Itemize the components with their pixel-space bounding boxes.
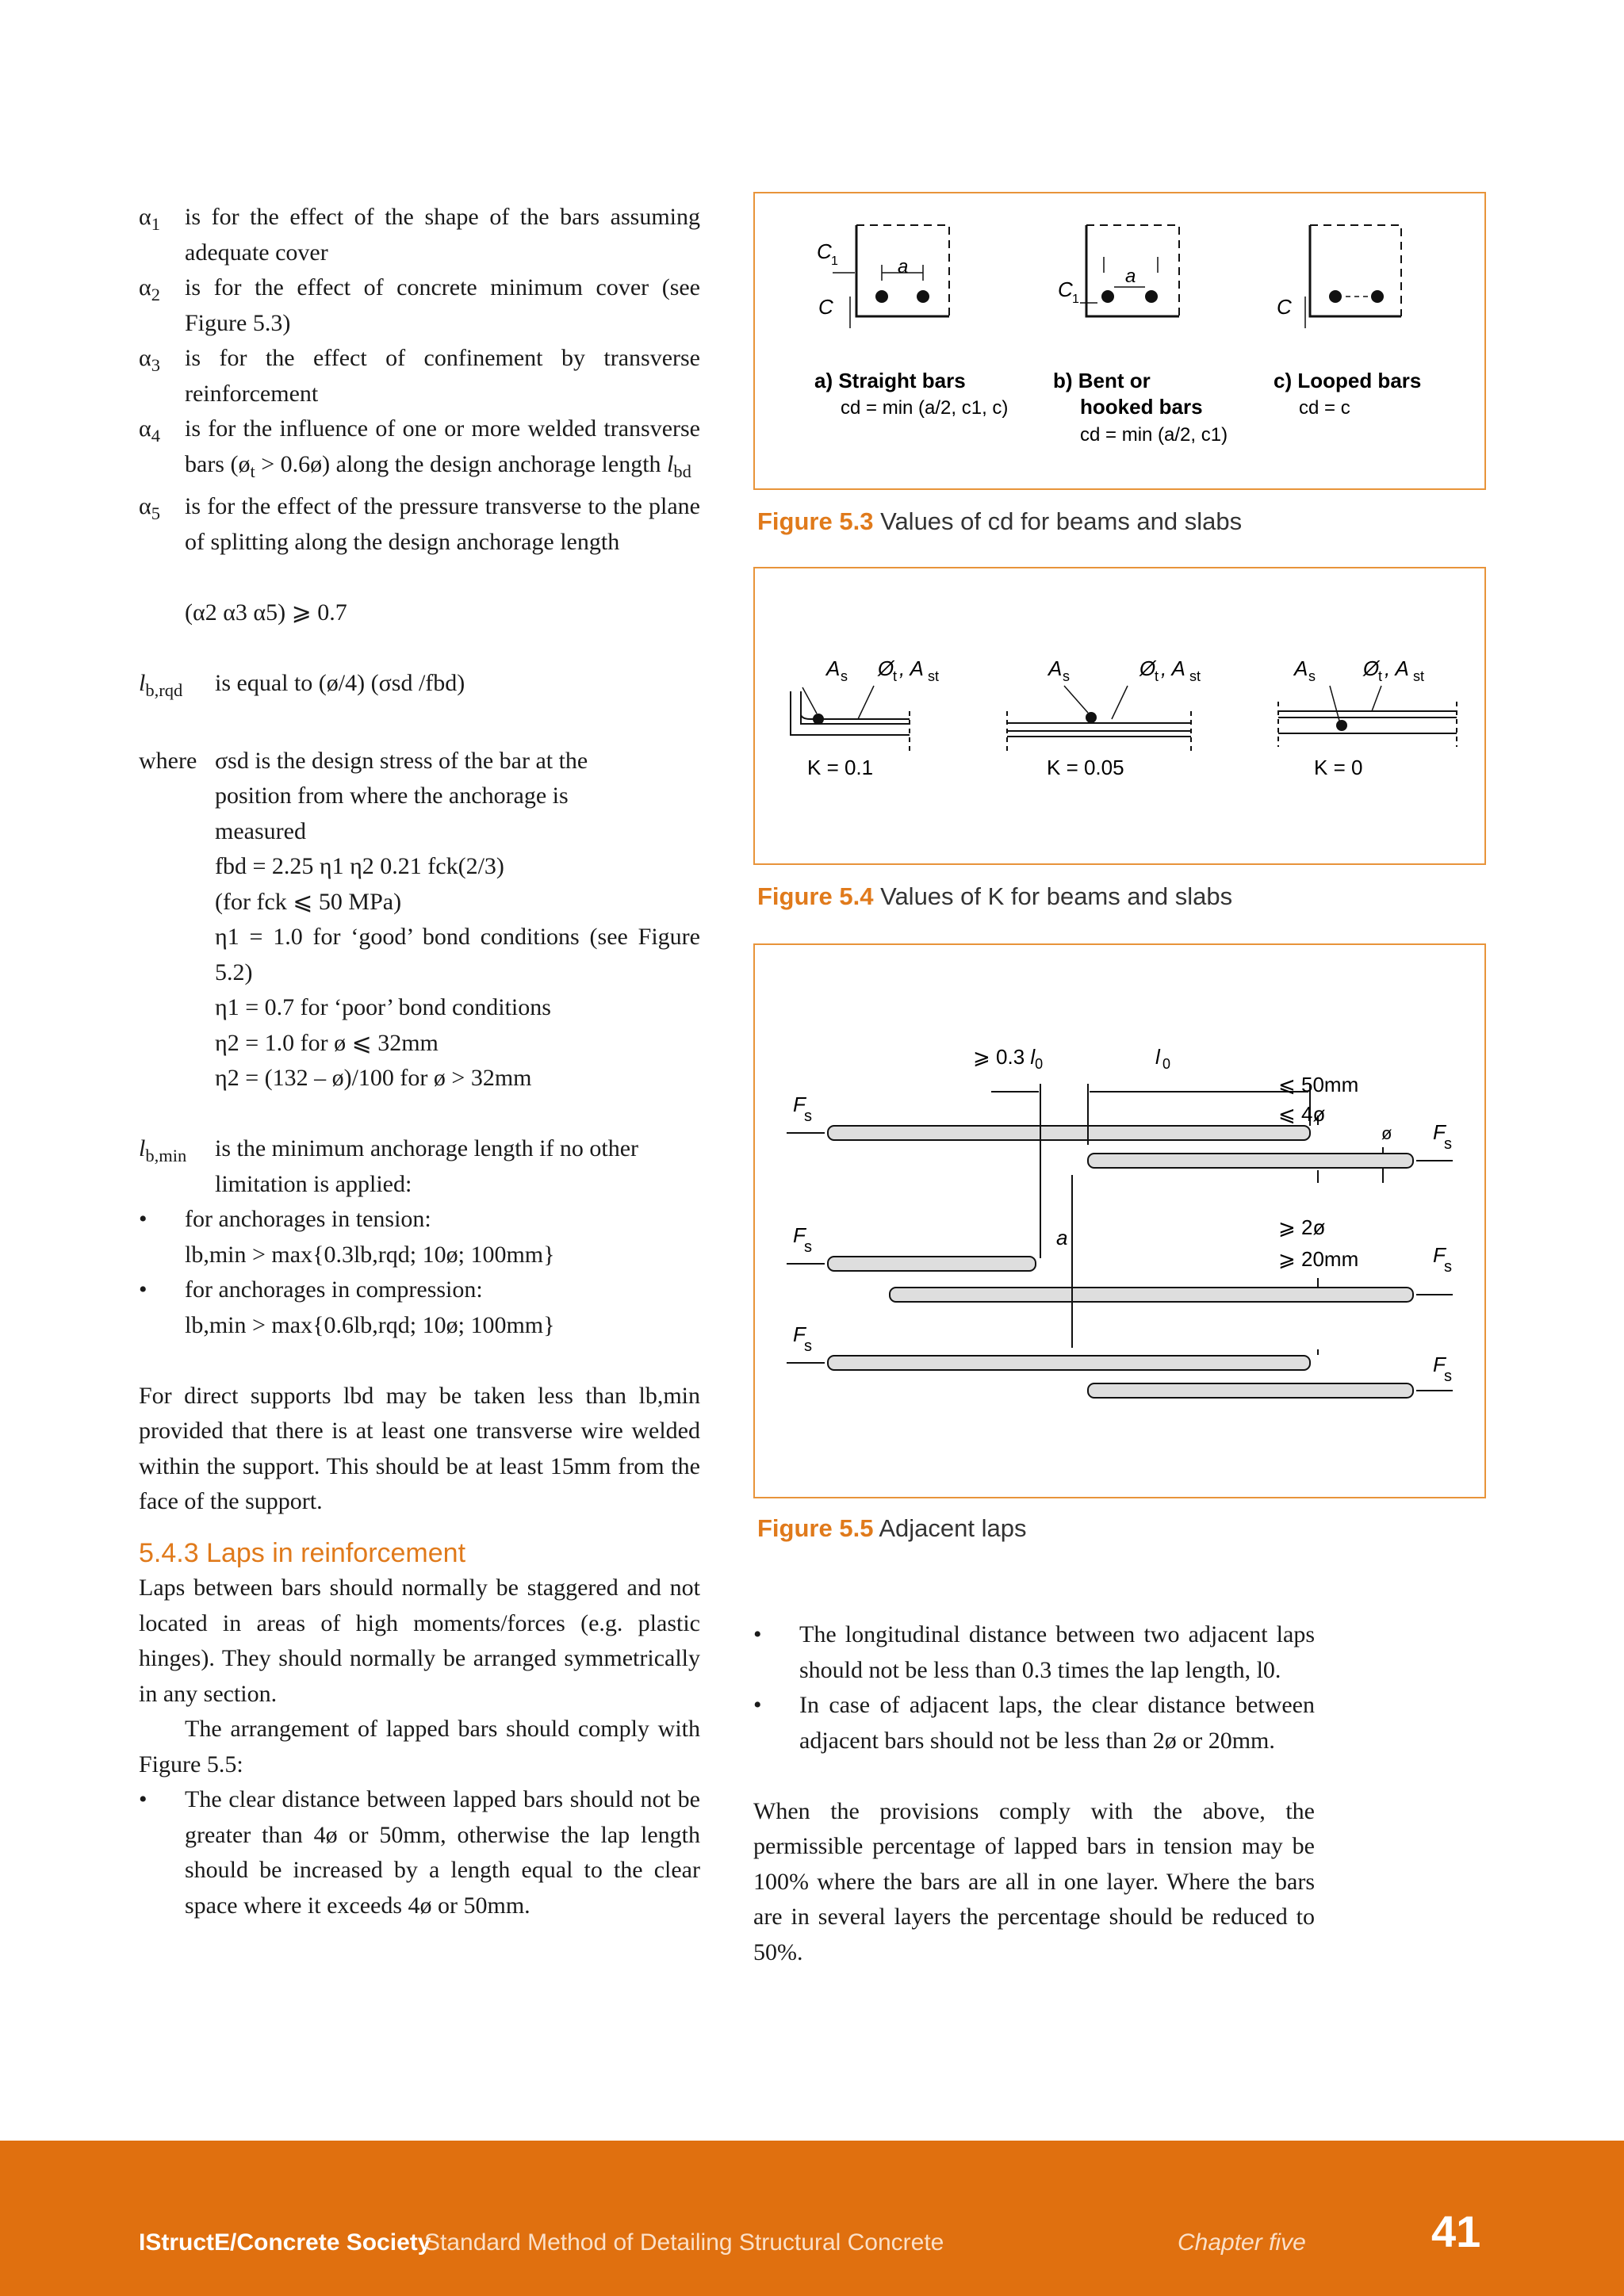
left-column [139,200,700,1923]
where-line: fbd = 2.25 η1 η2 0.21 fck(2/3) [215,853,504,879]
svg-text:C: C [1058,277,1073,301]
svg-text:s: s [1308,668,1316,684]
svg-text:st: st [1189,668,1201,684]
direct-supports-paragraph: For direct supports lbd may be taken less than lb,min provided that there is at least one transverse wire welded within the support. This should be at least 15mm from the face of the support. [139,1382,700,1514]
svg-text:A: A [826,656,841,680]
svg-text:, A: , A [899,656,924,680]
svg-text:l: l [1155,1045,1160,1069]
svg-text:F: F [793,1322,806,1346]
paragraph: The arrangement of lapped bars should comply with Figure 5.5: [139,1716,700,1777]
footer-chapter: Chapter five [1178,2229,1306,2256]
page-footer [0,2141,1624,2296]
svg-text:s: s [1063,668,1070,684]
k-value: K = 0 [1314,756,1363,779]
section-heading: 5.4.3 Laps in reinforcement [139,1537,466,1568]
where-line: η2 = 1.0 for ø ⩽ 32mm [215,1029,439,1056]
where-line: η2 = (132 – ø)/100 for ø > 32mm [215,1065,532,1091]
svg-text:⩾ 20mm: ⩾ 20mm [1278,1247,1359,1271]
figure-5-5-diagram [755,945,1484,1497]
svg-text:cd = c: cd = c [1299,397,1350,419]
svg-text:a: a [898,256,909,277]
list-item: • In case of adjacent laps, the clear distance between adjacent bars should not be less than 2ø or 20mm. [753,1692,1315,1754]
svg-text:F: F [793,1223,806,1247]
svg-text:a: a [1056,1226,1068,1249]
svg-text:t: t [1378,668,1383,684]
svg-text:hooked bars: hooked bars [1080,395,1203,419]
svg-text:A: A [1048,656,1063,680]
where-block: where σsd is the design stress of the bar at the position from where the anchorage is measured fbd = 2.25 η1 η2 0.21 fck(2/3) (for fck ⩽ 50 MPa) η1 = 1.0 for ‘good’ bond conditions (see Figure 5.2) η1 = 0.7 for ‘poor’ bond conditions η2 = 1.0 for ø ⩽ 32mm η2 = (132 – ø)/100 for ø > 32mm [139,744,700,1096]
svg-text:1: 1 [831,254,838,268]
svg-text:C: C [818,295,833,319]
svg-text:Ø: Ø [1139,656,1156,680]
svg-text:st: st [928,668,940,684]
svg-text:, A: , A [1385,656,1409,680]
paragraph: Laps between bars should normally be staggered and not located in areas of high moments/forces (e.g. plastic hinges). They should normally be arranged symmetrically in any section. [139,1575,700,1707]
svg-text:, A: , A [1161,656,1185,680]
svg-text:⩽ 4ø: ⩽ 4ø [1278,1102,1326,1126]
definition-alpha4: $\alpha_4$ is for the influence of one or more welded transverse bars ($ø_t$ > 0.6ø) along the design anchorage length $l_{bd}$ [139,415,700,481]
list-item: • for anchorages in tension: lb,min > max{0.3lb,rqd; 10ø; 100mm} [139,1206,555,1268]
svg-text:0: 0 [1162,1056,1171,1072]
svg-text:a) Straight bars: a) Straight bars [814,369,966,392]
definition-alpha5: $\alpha_5$ is for the effect of the pressure transverse to the plane of splitting along the design anchorage length [139,493,700,555]
footer-title: Standard Method of Detailing Structural Concrete [424,2229,944,2256]
figure-5-5-caption: Figure 5.5 Adjacent laps [757,1514,1027,1542]
k-value: K = 0.05 [1047,756,1124,779]
figure-5-3 [753,192,1486,490]
svg-text:ø: ø [1381,1123,1392,1143]
svg-text:t: t [1155,668,1159,684]
svg-text:b) Bent or: b) Bent or [1053,369,1151,392]
list-item: • The longitudinal distance between two adjacent laps should not be less than 0.3 times the lap length, l0. [753,1621,1315,1683]
svg-text:F: F [793,1093,806,1116]
right-column-text [753,1617,1315,1970]
definition-alpha1: $\alpha_1$ is for the effect of the shape of the bars assuming adequate cover [139,204,700,266]
svg-text:a: a [1125,266,1136,287]
svg-text:Ø: Ø [1363,656,1380,680]
definition-alpha2: $\alpha_2$ is for the effect of concrete minimum cover (see Figure 5.3) [139,274,700,336]
where-line: (for fck ⩽ 50 MPa) [215,888,402,915]
svg-text:Ø: Ø [878,656,894,680]
svg-text:C: C [1277,295,1292,319]
svg-text:1: 1 [1072,293,1079,306]
svg-text:A: A [1294,656,1308,680]
svg-text:t: t [893,668,898,684]
figure-5-5 [753,943,1486,1498]
svg-text:F: F [1433,1120,1446,1144]
figure-5-4-diagram [755,568,1484,863]
svg-text:s: s [1444,1368,1452,1385]
paragraph: When the provisions comply with the above, the permissible percentage of lapped bars in tension may be 100% where the bars are all in one layer. Where the bars are in several layers the percentage should be reduced to 50%. [753,1797,1315,1965]
svg-text:C: C [817,239,832,263]
svg-text:⩽ 50mm: ⩽ 50mm [1278,1073,1359,1096]
definition-lbrqd: $l_{b,rqd}$ is equal to (ø/4) (σsd /fbd) [139,669,465,700]
footer-org: IStructE/Concrete Society [139,2229,431,2256]
svg-text:s: s [1444,1135,1452,1153]
figure-5-4-caption: Figure 5.4 Values of K for beams and slabs [757,882,1233,910]
svg-text:s: s [804,1108,812,1125]
svg-text:cd = min (a/2, c1, c): cd = min (a/2, c1, c) [841,397,1009,419]
definition-lbmin: $l_{b,min}$ is the minimum anchorage length if no other limitation is applied: [139,1135,639,1197]
figure-5-3-diagram [755,193,1484,488]
list-item: • for anchorages in compression: lb,min > max{0.6lb,rqd; 10ø; 100mm} [139,1276,555,1338]
svg-text:s: s [804,1238,812,1256]
svg-text:cd = min (a/2, c1): cd = min (a/2, c1) [1080,424,1228,446]
page-number: 41 [1431,2206,1481,2256]
figure-5-3-caption: Figure 5.3 Values of cd for beams and slabs [757,507,1243,535]
alpha-product-condition: (α2 α3 α5) ⩾ 0.7 [185,599,347,626]
svg-text:⩾ 0.3 l0: ⩾ 0.3 $l_0$ [973,1045,1044,1072]
svg-text:⩾ 2ø: ⩾ 2ø [1278,1215,1326,1239]
svg-text:s: s [804,1337,812,1355]
list-item: • The clear distance between lapped bars should not be greater than 4ø or 50mm, otherwise the lap length should be increased by a length equal to the clear space where it exceeds 4ø or 50mm. [139,1786,700,1919]
svg-text:c) Looped bars: c) Looped bars [1274,369,1422,392]
where-line: η1 = 1.0 for ‘good’ bond conditions (see Figure 5.2) [215,924,700,985]
definition-alpha3: $\alpha_3$ is for the effect of confinement by transverse reinforcement [139,345,700,407]
where-first: σsd is the design stress of the bar at the position from where the anchorage is measured [215,747,588,844]
svg-text:s: s [1444,1258,1452,1276]
svg-text:s: s [841,668,848,684]
svg-text:F: F [1433,1353,1446,1376]
figure-5-4 [753,567,1486,865]
where-line: η1 = 0.7 for ‘poor’ bond conditions [215,994,551,1020]
k-value: K = 0.1 [807,756,874,779]
svg-text:F: F [1433,1243,1446,1267]
svg-text:st: st [1413,668,1425,684]
